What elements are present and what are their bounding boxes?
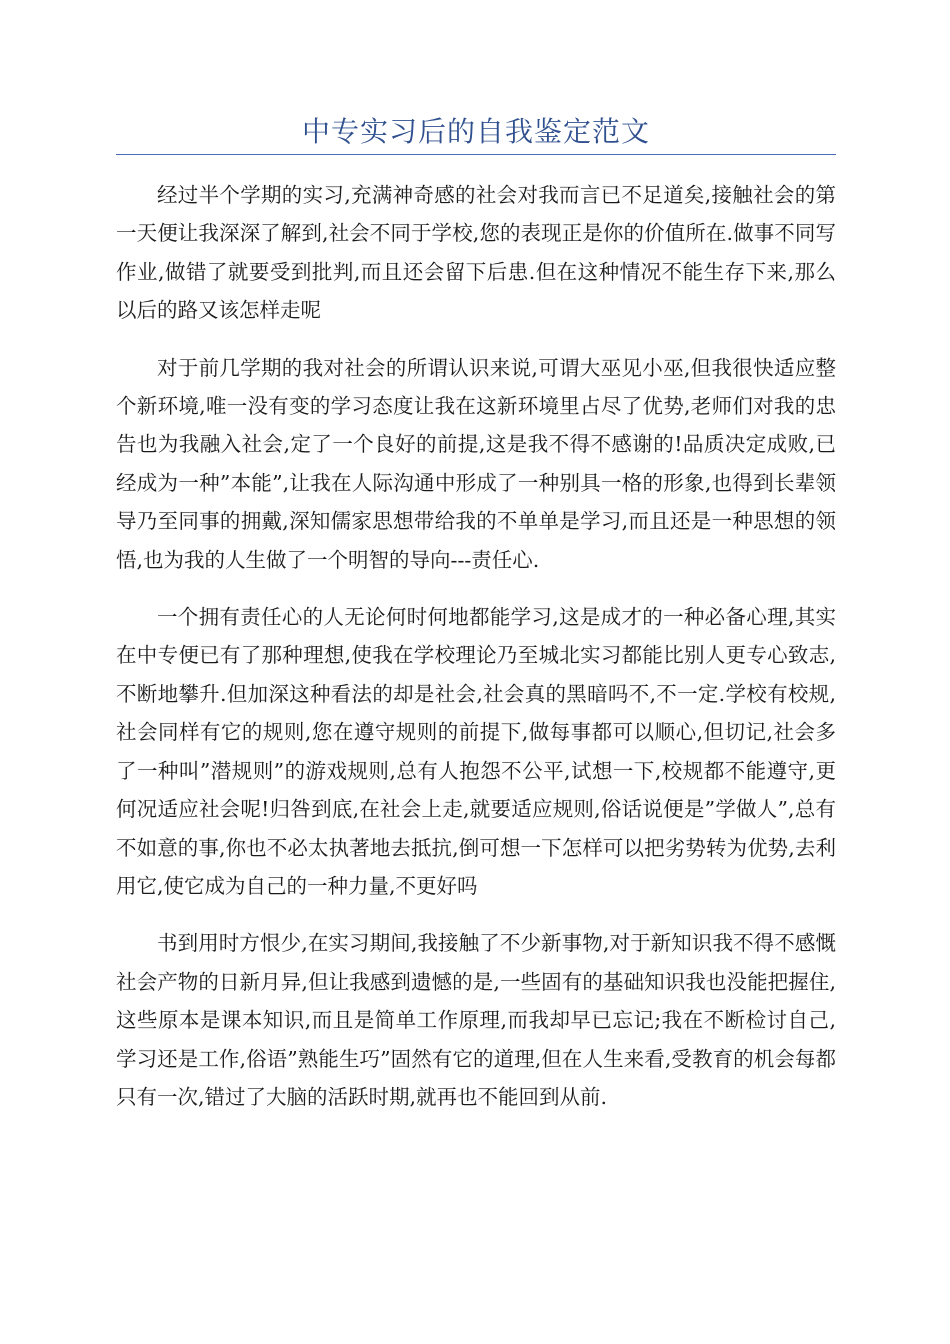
document-title: 中专实习后的自我鉴定范文 (301, 115, 650, 148)
title-underline (116, 154, 836, 155)
paragraph-3: 一个拥有责任心的人无论何时何地都能学习,这是成才的一种必备心理,其实在中专便已有了那种理想,使我在学校理论乃至城北实习都能比别人更专心致志,不断地攀升.但加深这种看法的却是社会,社会真的黑暗吗不,不一定.学校有校规,社会同样有它的规则,您在遵守规则的前提下,做每事都可以顺心,但切记,社会多了一种叫”潜规则”的游戏规则,总有人抱怨不公平,试想一下,校规都不能遵守,更何况适应社会呢!归咎到底,在社会上走,就要适应规则,俗话说便是”学做人”,总有不如意的事,你也不必太执著地去抵抗,倒可想一下怎样可以把劣势转为优势,去利用它,使它成为自己的一种力量,不更好吗 (116, 605, 836, 898)
paragraph-4: 书到用时方恨少,在实习期间,我接触了不少新事物,对于新知识我不得不感慨社会产物的日新月异,但让我感到遗憾的是,一些固有的基础知识我也没能把握住,这些原本是课本知识,而且是简单工作原理,而我却早已忘记;我在不断检讨自己,学习还是工作,俗语”熟能生巧”固然有它的道理,但在人生来看,受教育的机会每都只有一次,错过了大脑的活跃时期,就再也不能回到从前. (116, 931, 836, 1109)
paragraph-2: 对于前几学期的我对社会的所谓认识来说,可谓大巫见小巫,但我很快适应整个新环境,唯一没有变的学习态度让我在这新环境里占尽了优势,老师们对我的忠告也为我融入社会,定了一个良好的前提,这是我不得不感谢的!品质决定成败,已经成为一种”本能”,让我在人际沟通中形成了一种别具一格的形象,也得到长辈领导乃至同事的拥戴,深知儒家思想带给我的不单单是学习,而且还是一种思想的领悟,也为我的人生做了一个明智的导向---责任心. (116, 355, 836, 572)
document-body (116, 176, 836, 1135)
paragraph-1: 经过半个学期的实习,充满神奇感的社会对我而言已不足道矣,接触社会的第一天便让我深深了解到,社会不同于学校,您的表现正是你的价值所在.做事不同写作业,做错了就要受到批判,而且还会留下后患.但在这种情况不能生存下来,那么以后的路又该怎样走呢 (116, 183, 836, 323)
